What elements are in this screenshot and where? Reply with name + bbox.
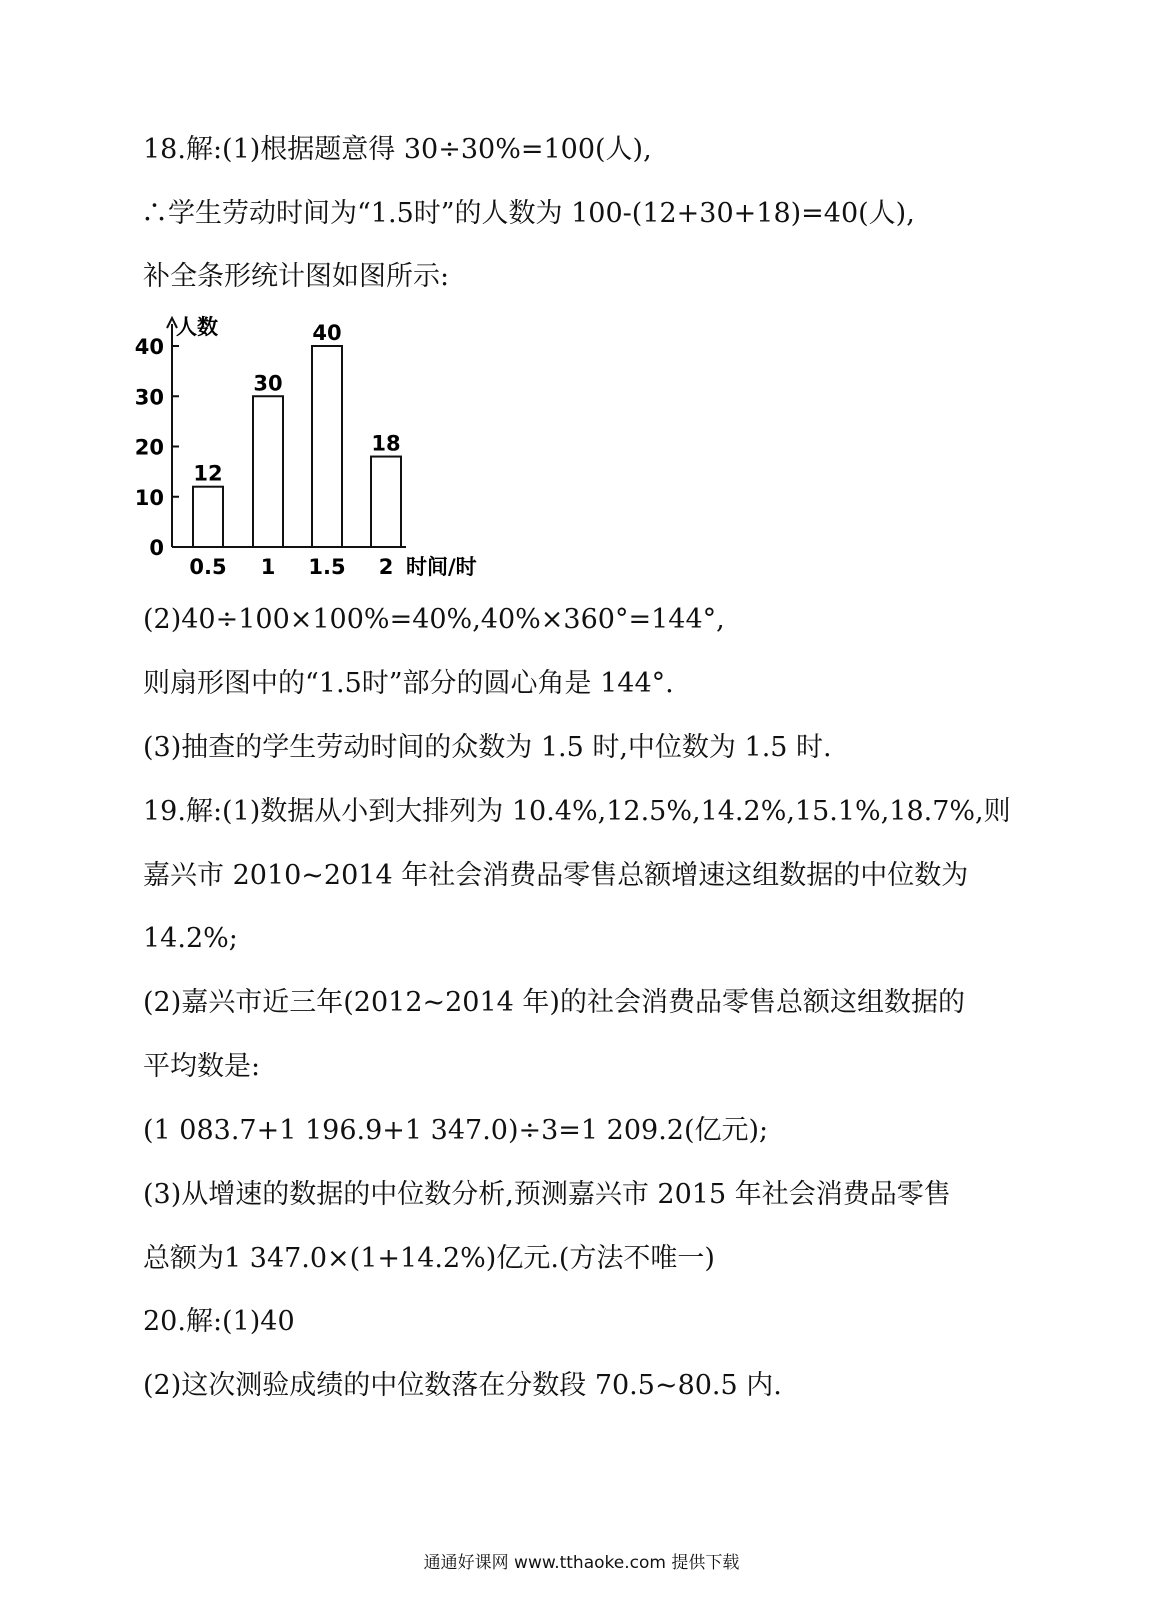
bar (371, 457, 401, 547)
solution-18-count: ∴学生劳动时间为“1.5时”的人数为 100-(12+30+18)=40(人), (141, 198, 915, 229)
data-label: 12 (193, 461, 223, 486)
solution-20-part1: 20.解:(1)40 (143, 1306, 295, 1337)
solution-18-part3: (3)抽查的学生劳动时间的众数为 1.5 时,中位数为 1.5 时. (143, 732, 832, 763)
y-tick-label: 10 (134, 485, 164, 510)
footer-credit: 通通好课网 www.tthaoke.com 提供下载 (423, 1553, 740, 1573)
data-label: 30 (253, 371, 283, 396)
solution-19-mean: (1 083.7+1 196.9+1 347.0)÷3=1 209.2(亿元); (143, 1115, 769, 1146)
x-tick-labels (189, 555, 393, 579)
solution-18-angle: 则扇形图中的“1.5时”部分的圆心角是 144°. (143, 668, 674, 699)
solution-19-median-value: 14.2%; (143, 923, 238, 954)
solution-20-part2: (2)这次测验成绩的中位数落在分数段 70.5~80.5 内. (143, 1370, 782, 1401)
x-tick-label: 1.5 (308, 555, 346, 579)
y-axis-label: 人数 (176, 315, 218, 339)
bars (193, 321, 401, 547)
y-tick-label: 0 (149, 536, 164, 560)
bar (253, 396, 283, 547)
bar-chart (134, 310, 498, 580)
x-axis-label: 时间/时 (406, 555, 477, 579)
solution-19-forecast: 总额为1 347.0×(1+14.2%)亿元.(方法不唯一) (143, 1243, 715, 1274)
solution-19-median: 嘉兴市 2010~2014 年社会消费品零售总额增速这组数据的中位数为 (143, 860, 969, 891)
data-label: 18 (371, 431, 401, 456)
solution-19-part1: 19.解:(1)数据从小到大排列为 10.4%,12.5%,14.2%,15.1%,18.7%,则 (143, 796, 1011, 827)
x-tick-label: 1 (260, 555, 276, 579)
x-tick-label: 0.5 (189, 555, 227, 579)
solution-19-part3: (3)从增速的数据的中位数分析,预测嘉兴市 2015 年社会消费品零售 (143, 1179, 951, 1210)
y-tick-label: 20 (134, 435, 164, 460)
solution-19-mean-intro: 平均数是: (143, 1051, 261, 1082)
data-label: 40 (312, 321, 342, 345)
solution-18-part2: (2)40÷100×100%=40%,40%×360°=144°, (143, 604, 725, 635)
bar (193, 487, 223, 547)
y-tick-label: 40 (134, 335, 164, 359)
x-tick-label: 2 (378, 555, 394, 579)
solution-18-part1: 18.解:(1)根据题意得 30÷30%=100(人), (143, 134, 652, 165)
y-tick-label: 30 (134, 385, 164, 410)
solution-18-chart-intro: 补全条形统计图如图所示: (143, 261, 450, 292)
bar (312, 346, 342, 547)
solution-19-part2: (2)嘉兴市近三年(2012~2014 年)的社会消费品零售总额这组数据的 (143, 987, 965, 1018)
